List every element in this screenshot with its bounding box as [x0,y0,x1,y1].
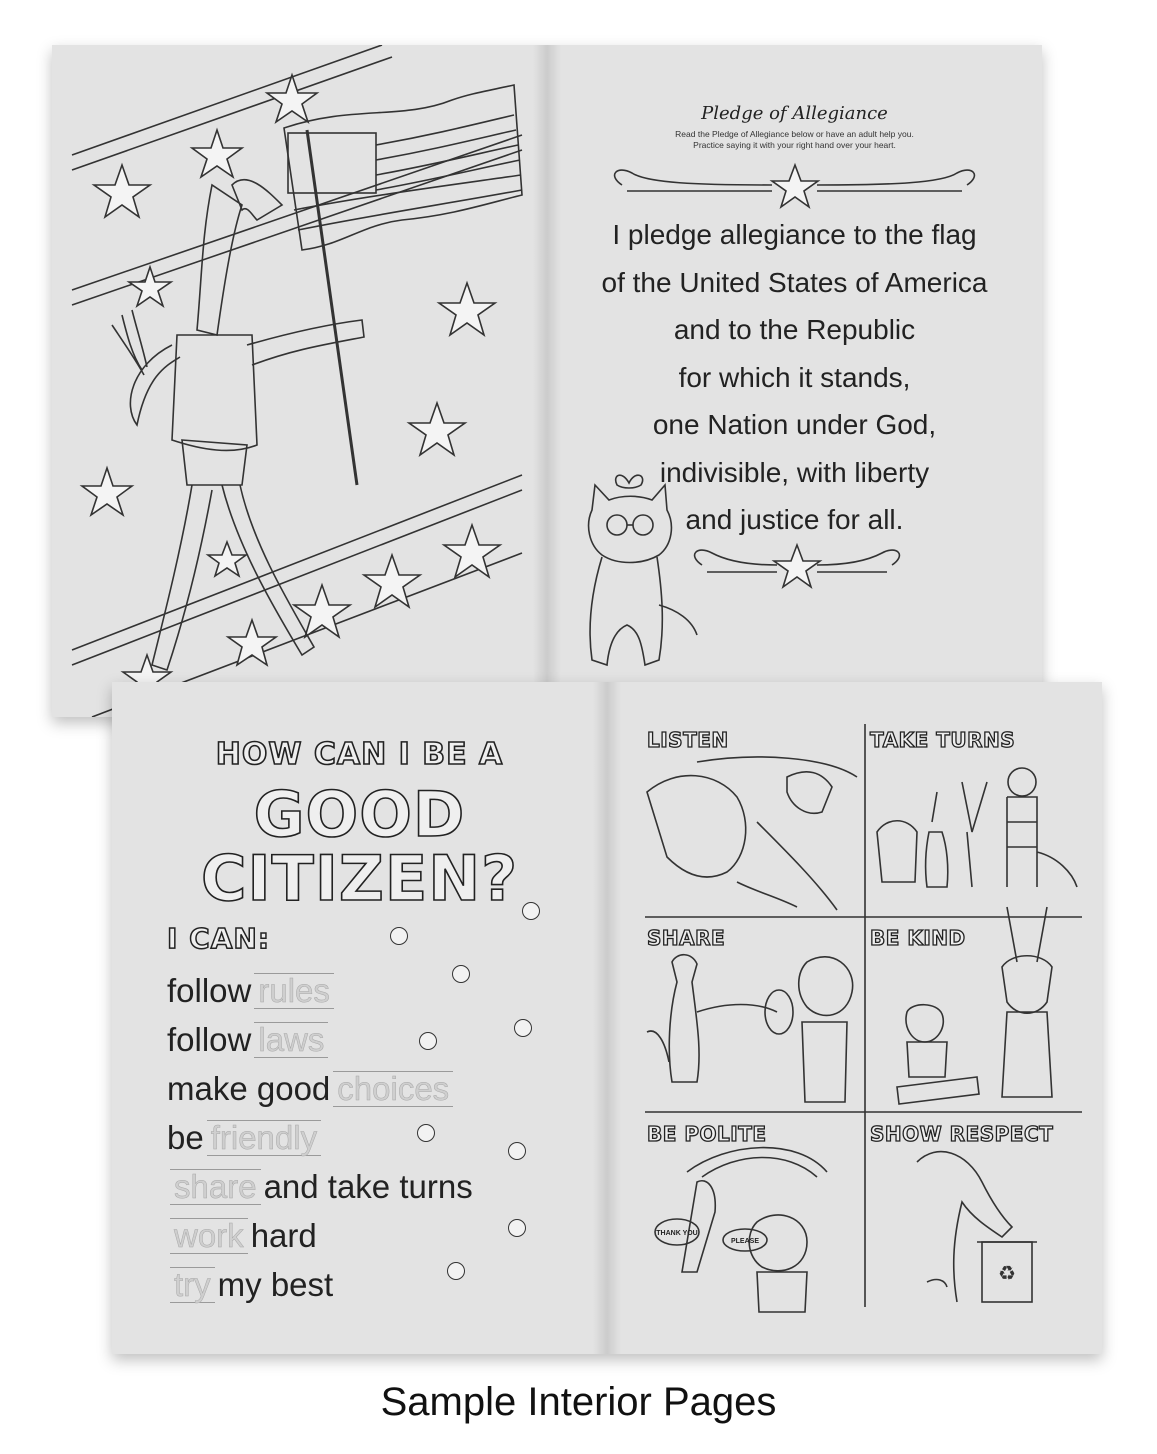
grid-lines [645,724,1082,1307]
row-text: and take turns [263,1168,473,1205]
be-polite-illustration [655,1148,827,1312]
row-text: follow [167,1021,252,1058]
pledge-instruction-line: Read the Pledge of Allegiance below or have an adult help you. [675,129,914,139]
listen-label: LISTEN [647,728,729,752]
be-kind-label: BE KIND [870,926,966,950]
bubble-circle-icon [390,927,408,945]
show-respect-label: SHOW RESPECT [870,1122,1054,1146]
tracing-row [167,1018,331,1062]
tracing-word: work [170,1218,248,1254]
listen-illustration [647,757,857,910]
top-book-spread [52,45,1042,717]
bubble-circle-icon [417,1124,435,1142]
bubble-circle-icon [447,1262,465,1280]
share-illustration [647,955,853,1102]
show-respect-illustration [917,1152,1037,1302]
pledge-title: Pledge of Allegiance [701,103,888,124]
tracing-word: rules [254,973,334,1009]
take-turns-label: TAKE TURNS [870,728,1016,752]
be-polite-label: BE POLITE [647,1122,767,1146]
i-can-label: I CAN: [167,922,271,955]
sample-pages-caption: Sample Interior Pages [380,1380,777,1424]
scroll-divider-bottom [695,545,900,587]
tracing-row [167,969,337,1013]
pledge-line: I pledge allegiance to the flag [612,219,977,250]
scroll-divider-top [615,165,975,207]
pledge-instruction-line: Practice saying it with your right hand over your heart. [693,140,896,150]
tracing-row [167,1067,456,1111]
pledge-line: and to the Republic [673,314,916,345]
share-label: SHARE [647,926,726,950]
pledge-line: indivisible, with liberty [659,456,930,488]
activity-grid-illustrations [607,682,1102,1354]
bubble-circle-icon [508,1142,526,1160]
row-text: be [167,1119,204,1156]
bubble-circle-icon [508,1219,526,1237]
pledge-text [547,211,1042,544]
take-turns-illustration [877,768,1077,887]
gutter-shadow [607,682,621,1354]
gutter-shadow [547,45,561,717]
tracing-word: friendly [207,1120,321,1156]
good-citizen-page [112,682,607,1354]
gutter-shadow [533,45,547,717]
bubble-circle-icon [522,902,540,920]
bubble-circle-icon [514,1019,532,1037]
tracing-row [167,1165,473,1209]
tracing-word: choices [333,1071,453,1107]
heading-good: GOOD [253,778,466,851]
pledge-line: one Nation under God, [652,409,937,440]
american-flag-drawing [284,85,522,485]
tracing-word: share [170,1169,261,1205]
giraffe-flag-illustration [52,45,547,717]
activity-grid-page [607,682,1102,1354]
gutter-shadow [593,682,607,1354]
recycle-icon: ♻ [998,1263,1016,1285]
tracing-row [167,1116,324,1160]
tracing-word: try [170,1267,215,1303]
tracing-row [167,1214,317,1258]
row-text: hard [250,1217,317,1254]
giraffe-flag-page [52,45,547,717]
tracing-row [167,1263,333,1307]
thank-you-bubble-text: THANK YOU [656,1230,698,1237]
bottom-book-spread [112,682,1102,1354]
pledge-page [547,45,1042,717]
pledge-line: of the United States of America [601,266,988,298]
star-icon [774,545,820,587]
row-text: follow [167,972,252,1009]
heading-line-1: HOW CAN I BE A [215,737,504,772]
please-bubble-text: PLEASE [730,1238,760,1245]
row-text: make good [167,1070,331,1107]
row-text: my best [217,1266,334,1303]
pledge-line: and justice for all. [685,504,904,535]
tracing-word: laws [254,1022,328,1058]
bubble-circle-icon [419,1032,437,1050]
bubble-circle-icon [452,965,470,983]
heading-citizen: CITIZEN? [200,842,519,915]
star-icon [772,165,818,207]
pledge-line: for which it stands, [678,361,911,393]
